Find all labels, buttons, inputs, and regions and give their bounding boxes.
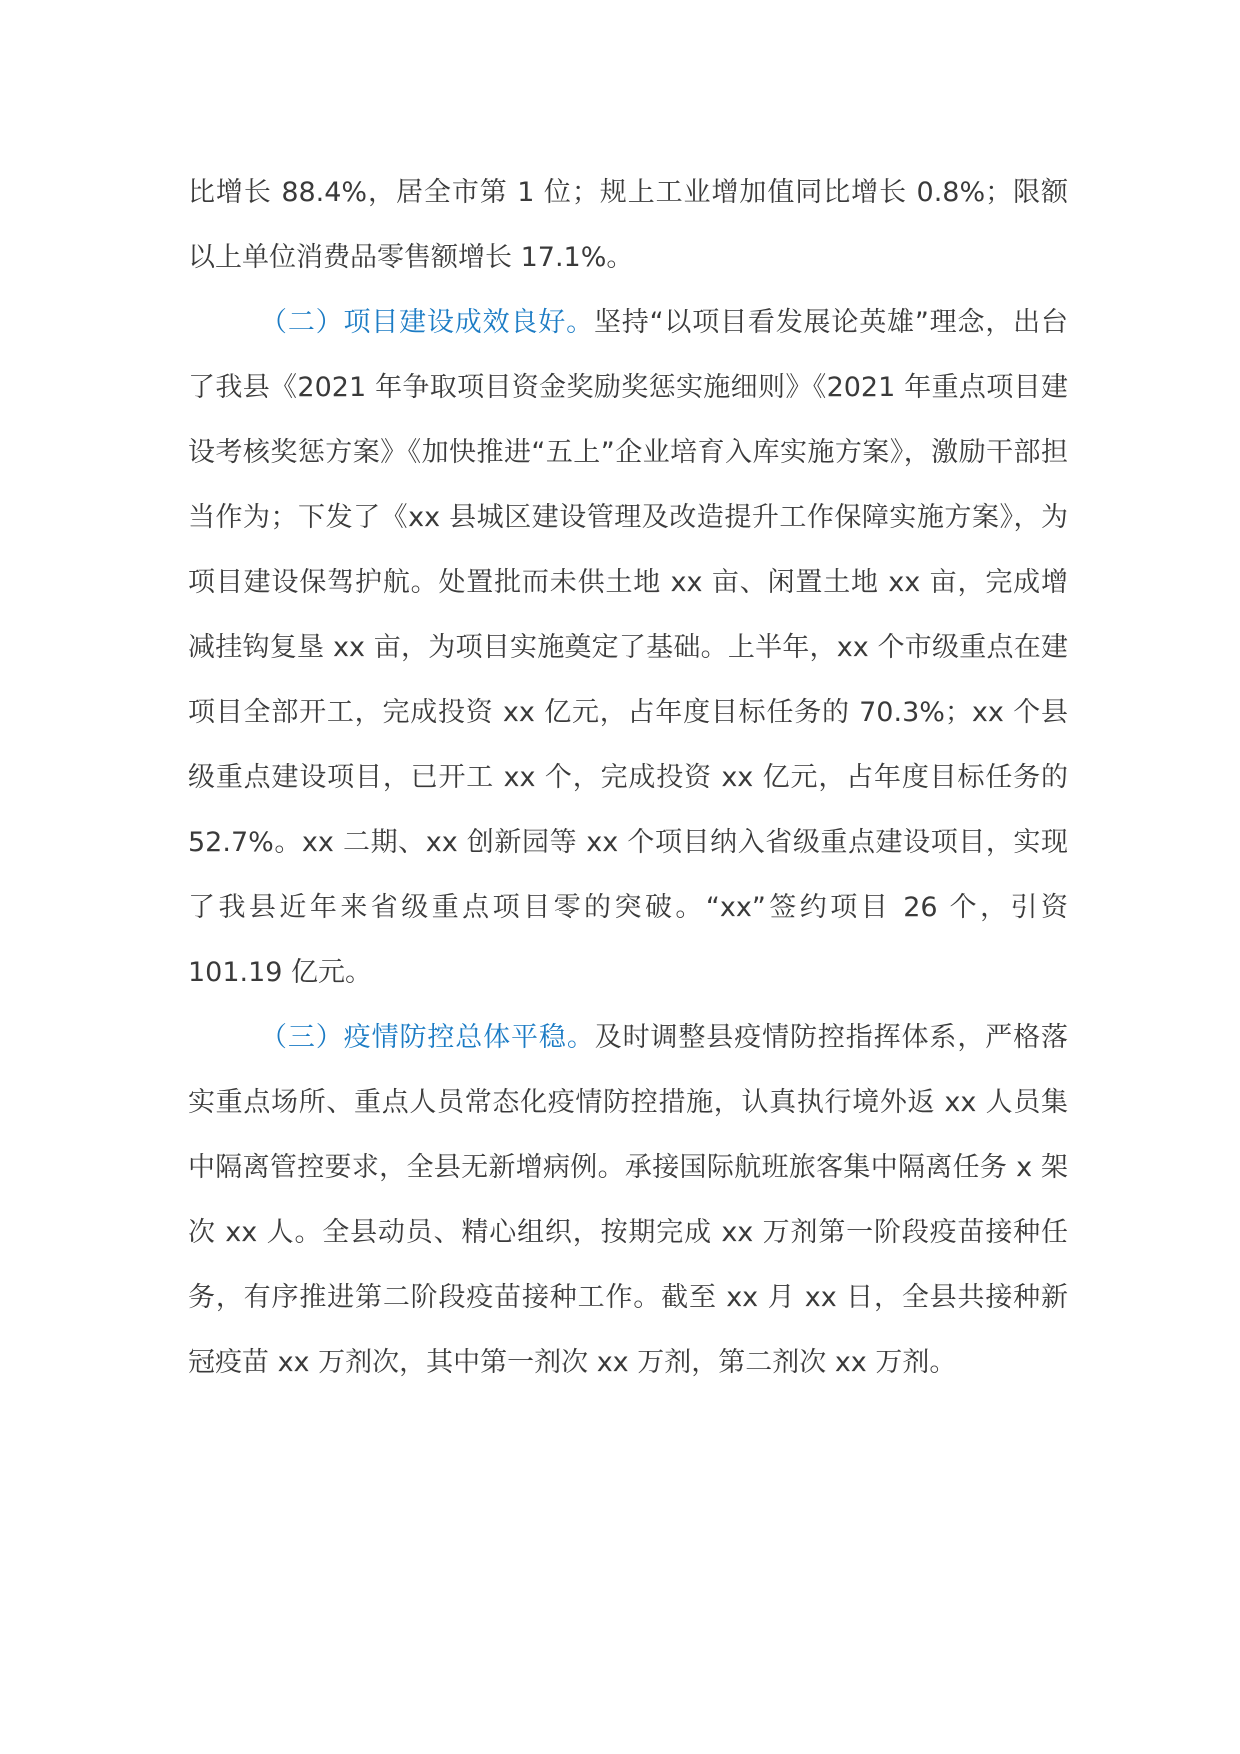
section-heading-epidemic: （三）疫情防控总体平稳。	[260, 1022, 595, 1053]
paragraph-text: 坚持“以项目看发展论英雄”理念，出台了我县《2021 年争取项目资金奖励奖惩实施细则》《2021 年重点项目建设考核奖惩方案》《加快推进“五上”企业培育入库实施方案》，激励干部担当作为；下发了《xx 县城区建设管理及改造提升工作保障实施方案》，为项目建设保驾护航。处置批而未供土地 xx 亩、闲置土地 xx 亩，完成增减挂钩复垦 xx 亩，为项目实施奠定了基础。上半年，xx 个市级重点在建项目全部开工，完成投资 xx 亿元，占年度目标任务的 70.3%；xx 个县级重点建设项目，已开工 xx 个，完成投资 xx 亿元，占年度目标任务的 52.7%。xx 二期、xx 创新园等 xx 个项目纳入省级重点建设项目，实现了我县近年来省级重点项目零的突破。“xx”签约项目 26 个，引资 101.19 亿元。	[188, 307, 1068, 988]
paragraph-epidemic-control	[188, 1005, 1068, 1395]
section-heading-projects: （二）项目建设成效良好。	[260, 307, 594, 338]
paragraph-economy-continued	[188, 160, 1068, 290]
paragraph-text: 及时调整县疫情防控指挥体系，严格落实重点场所、重点人员常态化疫情防控措施，认真执行境外返 xx 人员集中隔离管控要求，全县无新增病例。承接国际航班旅客集中隔离任务 x 架次 xx 人。全县动员、精心组织，按期完成 xx 万剂第一阶段疫苗接种任务，有序推进第二阶段疫苗接种工作。截至 xx 月 xx 日，全县共接种新冠疫苗 xx 万剂次，其中第一剂次 xx 万剂，第二剂次 xx 万剂。	[188, 1022, 1069, 1378]
document-page	[188, 160, 1068, 1395]
paragraph-project-construction	[188, 290, 1068, 1005]
paragraph-text: 比增长 88.4%，居全市第 1 位；规上工业增加值同比增长 0.8%；限额以上单位消费品零售额增长 17.1%。	[188, 177, 1068, 273]
